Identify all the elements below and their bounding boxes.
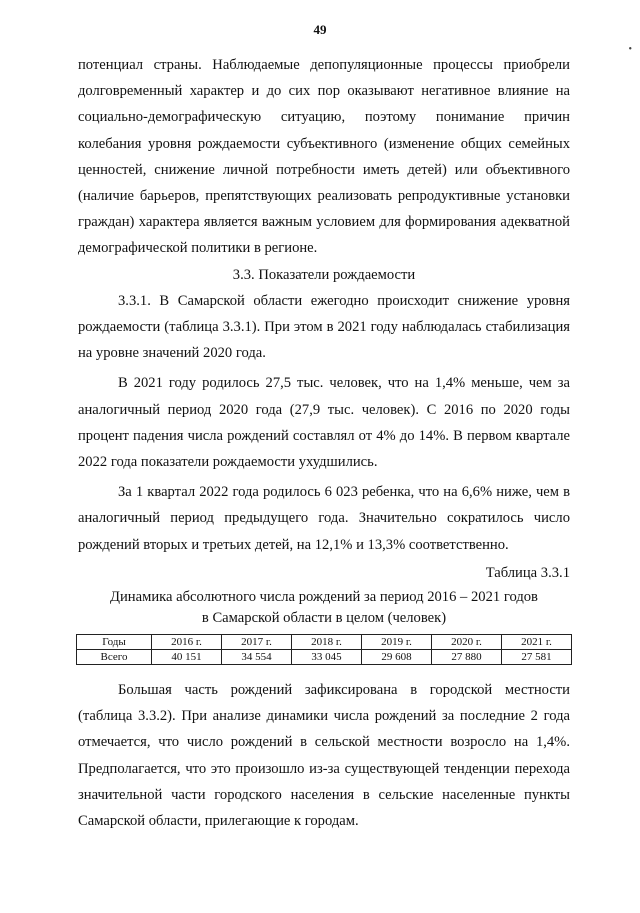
table-cell: 40 151 [152,650,222,665]
table-cell: 27 880 [432,650,502,665]
table-row [77,650,572,665]
table-header-row [77,635,572,650]
table-header-cell: 2019 г. [362,635,432,650]
table-header-cell: 2016 г. [152,635,222,650]
births-table [76,634,572,665]
paragraph-3-3-1: 3.3.1. В Самарской области ежегодно происходит снижение уровня рождаемости (таблица 3.3.1). При этом в 2021 году наблюдалась стабилизация на уровне значений 2020 года. [78,292,570,362]
table-title-line-1: Динамика абсолютного числа рождений за период 2016 – 2021 годов [110,589,538,606]
paragraph-q1-2022: За 1 квартал 2022 года родилось 6 023 ребенка, что на 6,6% ниже, чем в аналогичный период предыдущего года. Значительно сократилось число рождений вторых и третьих детей, на 12,1% и 13,3% соответственно. [78,484,570,553]
body-text [78,52,570,834]
table-title-line-2: в Самарской области в целом (человек) [201,610,447,627]
section-heading: 3.3. Показатели рождаемости [232,266,416,283]
paragraph-continuation: потенциал страны. Наблюдаемые депопуляционные процессы приобрели долговременный характер и до сих пор оказывают негативное влияние на социально-демографическую ситуацию, поэтому понимание причин колебания уровня рождаемости субъективного (изменение общих семейных ценностей, снижение личной потребности иметь детей) или объективного (наличие барьеров, препятствующих реализовать репродуктивные установки граждан) характера является важным условием для формирования адекватной демографической политики в регионе. [78,57,570,257]
table-cell: 33 045 [292,650,362,665]
table-header-cell: Годы [77,635,152,650]
table-header-cell: 2018 г. [292,635,362,650]
paragraph-2021-births: В 2021 году родилось 27,5 тыс. человек, что на 1,4% меньше, чем за аналогичный период 2020 года (27,9 тыс. человек). С 2016 по 2020 годы процент падения числа рождений составлял от 4% до 14%. В первом квартале 2022 года показатели рождаемости ухудшились. [78,375,570,471]
table-header-cell: 2021 г. [502,635,572,650]
table-cell: 34 554 [222,650,292,665]
paragraph-urban-births: Большая часть рождений зафиксирована в городской местности (таблица 3.3.2). При анализе динамики числа рождений за последние 2 года отмечается, что число рождений в сельской местности возросло на 1,4%. Предполагается, что это произошло из-за существующей тенденции перехода значительной части городского населения в сельские населенные пункты Самарской области, прилегающие к городам. [78,682,570,830]
page-number: 49 [313,22,327,37]
table-header-cell: 2017 г. [222,635,292,650]
table-header-cell: 2020 г. [432,635,502,650]
scan-edge-mark: • [628,44,632,55]
table-cell: 27 581 [502,650,572,665]
table-cell: 29 608 [362,650,432,665]
table-cell: Всего [77,650,152,665]
table-label: Таблица 3.3.1 [485,564,570,581]
